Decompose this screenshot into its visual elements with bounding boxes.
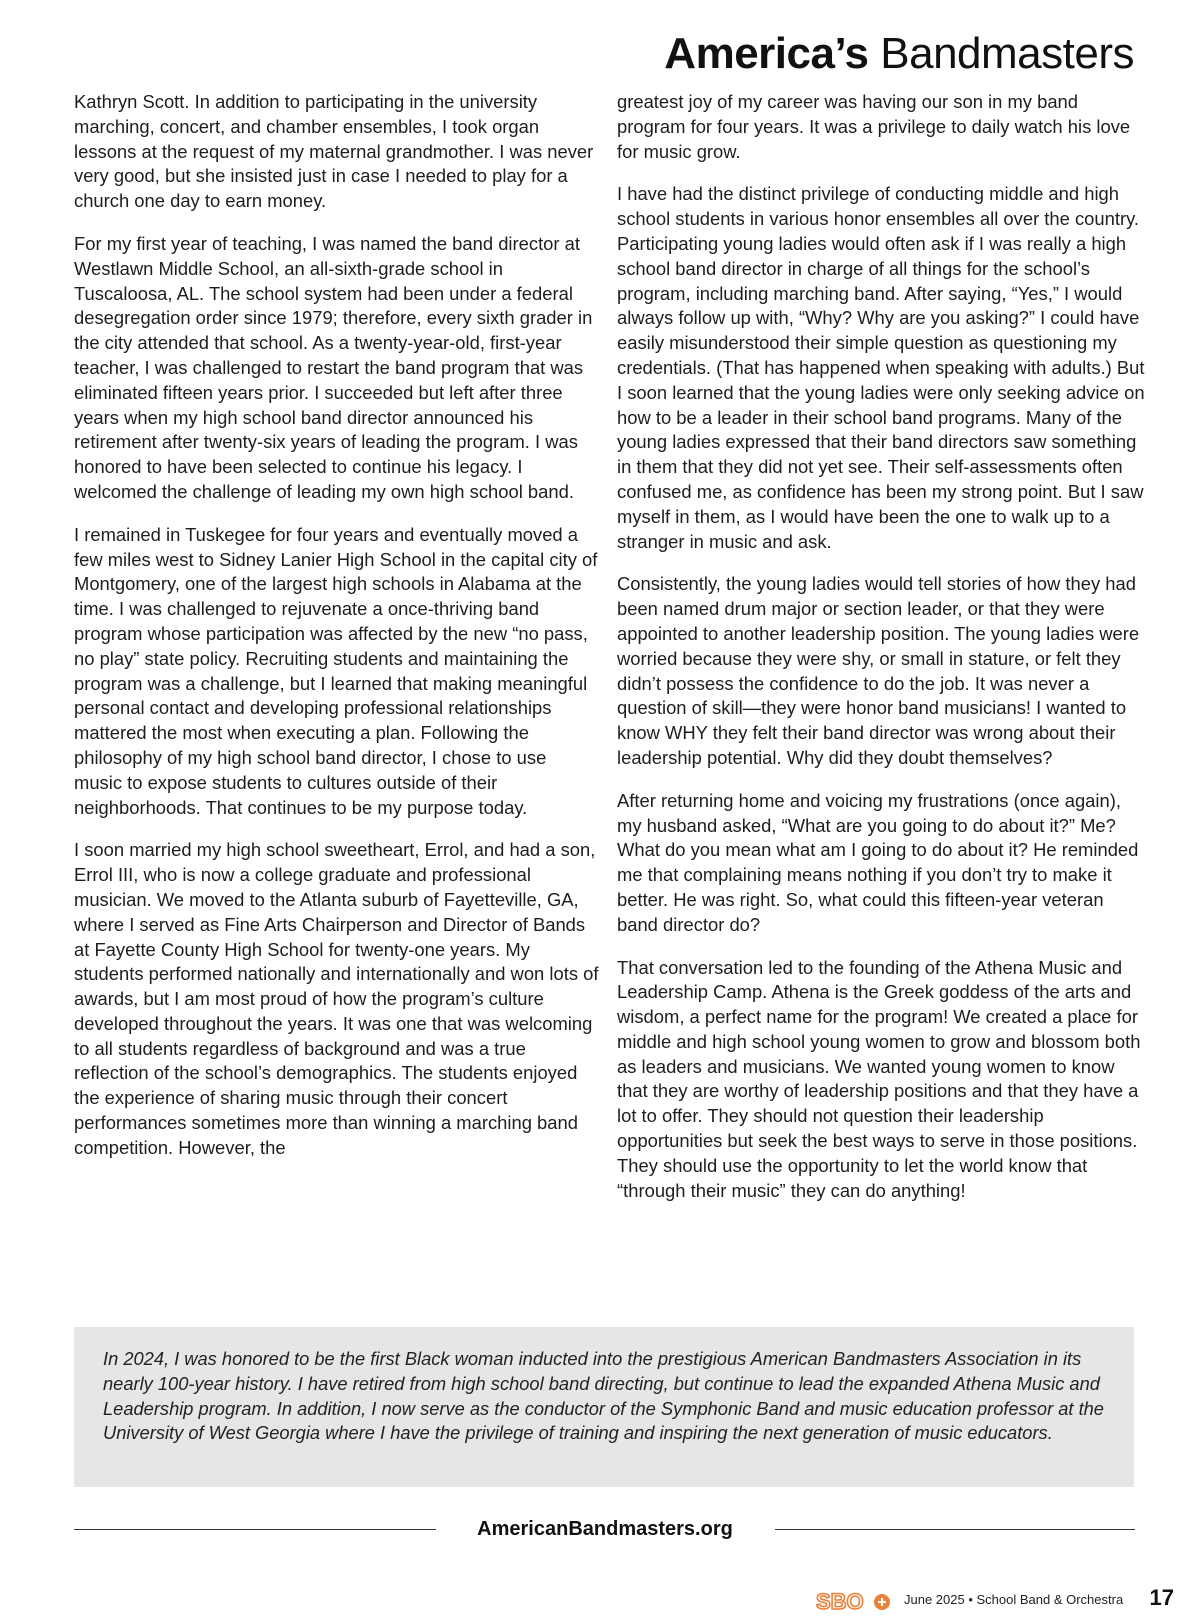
right-column: [617, 90, 1145, 1221]
footer-website-link[interactable]: AmericanBandmasters.org: [477, 1518, 733, 1540]
footer-issue-info: June 2025 • School Band & Orchestra: [904, 1592, 1124, 1607]
body-paragraph: Consistently, the young ladies would tell stories of how they had been named drum major or section leader, or that they were appointed to another leadership position. The young ladies were worried because they were shy, or small in stature, or felt they didn’t possess the confidence to do the job. It was never a question of skill—they were honor band musicians! I wanted to know WHY they felt their band director was wrong about their leadership potential. Why did they doubt themselves?: [617, 573, 1140, 768]
body-paragraph: For my first year of teaching, I was named the band director at Westlawn Middle School, an all-sixth-grade school in Tuscaloosa, AL. The school system had been under a federal desegregation order since 1979; therefore, every sixth grader in the city attended that school. As a twenty-year-old, first-year teacher, I was challenged to restart the band program that was eliminated fifteen years prior. I succeeded but left after three years when my high school band director announced his retirement after twenty-six years of leading the program. I was honored to have been selected to continue his legacy. I welcomed the challenge of leading my own high school band.: [74, 232, 593, 502]
left-column: [74, 90, 599, 1179]
footer-divider-left: [74, 1529, 436, 1530]
body-paragraph: I soon married my high school sweetheart, Errol, and had a son, Errol III, who is now a college graduate and professional musician. We moved to the Atlanta suburb of Fayetteville, GA, where I served as Fine Arts Chairperson and Director of Bands at Fayette County High School for twenty-one years. My students performed nationally and internationally and won lots of awards, but I am most proud of how the program’s culture developed throughout the years. It was one that was welcoming to all students regardless of background and was a true reflection of the school’s demographics. The students enjoyed the experience of sharing music through their concert performances sometimes more than winning a marching band competition. However, the: [74, 839, 599, 1158]
header-title-bold: America’s: [664, 29, 869, 78]
body-paragraph: I have had the distinct privilege of conducting middle and high school students in various honor ensembles all over the country. Participating young ladies would often ask if I was really a high school band director in charge of all things for the school’s program, including marching band. After saying, “Yes,” I would always follow up with, “Why? Why are you asking?” I could have easily misunderstood their simple question as questioning my credentials. (That has happened when speaking with adults.) But I soon learned that the young ladies were only seeking advice on how to be a leader in their school band programs. Many of the young ladies expressed that their band directors saw something in them that they did not yet see. Their self-assessments often confused me, as confidence has been my strong point. But I saw myself in them, as I would have been the one to walk up to a stranger in music and ask.: [617, 183, 1145, 552]
sbo-logo-plus-v: [881, 1598, 883, 1606]
body-paragraph: I remained in Tuskegee for four years and eventually moved a few miles west to Sidney Lanier High School in the capital city of Montgomery, one of the largest high schools in Alabama at the time. I was challenged to rejuvenate a once-thriving band program whose participation was affected by the new “no pass, no play” state policy. Recruiting students and maintaining the program was a challenge, but I learned that making meaningful personal contact and developing professional relationships mattered the most when executing a plan. Following the philosophy of my high school band director, I chose to use music to expose students to cultures outside of their neighborhoods. That continues to be my purpose today.: [74, 523, 598, 818]
page-header-title: [664, 26, 1134, 82]
body-paragraph: After returning home and voicing my frustrations (once again), my husband asked, “What are you going to do about it?” Me? What do you mean what am I going to do about it? He reminded me that complaining means nothing if you don’t try to make it better. He was right. So, what could this fifteen-year veteran band director do?: [617, 789, 1139, 935]
callout-box: [74, 1327, 1134, 1487]
callout-text: In 2024, I was honored to be the first Black woman inducted into the prestigious American Bandmasters Association in its nearly 100-year history. I have retired from high school band directing, but continue to lead the expanded Athena Music and Leadership program. In addition, I now serve as the conductor of the Symphonic Band and music education professor at the University of West Georgia where I have the privilege of training and inspiring the next generation of music educators.: [103, 1348, 1104, 1444]
page-number: 17: [1149, 1585, 1174, 1610]
body-paragraph: That conversation led to the founding of the Athena Music and Leadership Camp. Athena is the Greek goddess of the arts and wisdom, a perfect name for the program! We created a place for middle and high school young women to grow and blossom both as leaders and musicians. We wanted young women to know that they are worthy of leadership positions and that they have a lot to offer. They should not question their leadership opportunities but seek the best ways to serve in those positions. They should use the opportunity to let the world know that “through their music” they can do anything!: [617, 956, 1141, 1201]
body-paragraph: Kathryn Scott. In addition to participating in the university marching, concert, and chamber ensembles, I took organ lessons at the request of my maternal grandmother. I was never very good, but she insisted just in case I needed to play for a church one day to earn money.: [74, 91, 594, 212]
sbo-logo-graphic: [816, 1588, 892, 1616]
body-paragraph: greatest joy of my career was having our son in my band program for four years. It was a privilege to daily watch his love for music grow.: [617, 91, 1131, 162]
sbo-logo-text: SBO: [816, 1589, 864, 1614]
footer-divider-right: [775, 1529, 1135, 1530]
header-title-rest: Bandmasters: [868, 29, 1134, 78]
sbo-logo: [816, 1588, 892, 1616]
